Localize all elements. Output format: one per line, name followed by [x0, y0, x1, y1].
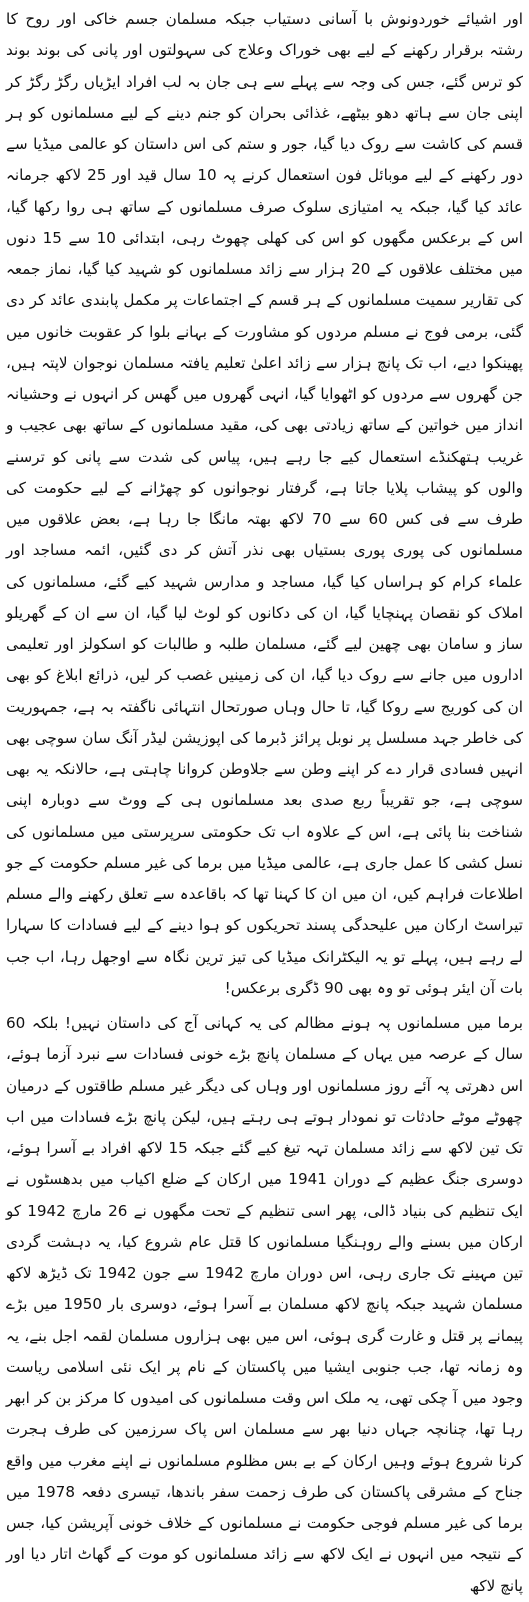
article-paragraph-2: برما میں مسلمانوں پہ ہونے مظالم کی یہ کہانی آج کی داستان نہیں! بلکہ 60 سال کے عرصہ میں یہاں کے مسلمان پانچ بڑے خونی فسادات سے نبرد آزما ہوئے، اس دھرتی پہ آئے روز مسلمانوں اور وہاں کی دیگر غیر مسلم طاقتوں کے درمیان چھوٹے موٹے حادثات تو نمودار ہوتے ہی رہتے ہیں، لیکن پانچ بڑے فسادات میں اب تک تین لاکھ سے زائد مسلمان تہہ تیغ کیے گئے جبکہ 15 لاکھ افراد بے آسرا ہوئے، دوسری جنگ عظیم کے دوران 1941 میں ارکان کے ضلع اکیاب میں بدھسٹوں نے ایک تنظیم کی بنیاد ڈالی، پھر اسی تنظیم کے تحت مگھوں نے 26 مارچ 1942 کو ارکان میں بسنے والے روہنگیا مسلمانوں کا قتل عام شروع کیا، یہ دہشت گردی تین مہینے تک جاری رہی، اس دوران مارچ 1942 سے جون 1942 تک ڈیڑھ لاکھ مسلمان شہید جبکہ پانچ لاکھ مسلمان بے آسرا ہوئے، دوسری بار 1950 میں بڑے پیمانے پر قتل و غارت گری ہوئی، اس میں بھی ہزاروں مسلمان لقمہ اجل بنے، یہ وہ زمانہ تھا، جب جنوبی ایشیا میں پاکستان کے نام پر ایک نئی اسلامی ریاست وجود میں آ چکی تھی، یہ ملک اس وقت مسلمانوں کی امیدوں کا مرکز بن کر ابھر رہا تھا، چنانچہ جہاں دنیا بھر سے مسلمان اس پاک سرزمین کی طرف ہجرت کرنا شروع ہوئے وہیں ارکان کے بے بس مظلوم مسلمانوں نے اپنے مغرب میں واقع جناح کے مشرقی پاکستان کی طرف زحمت سفر باندھا، تیسری دفعہ 1978 میں برما کی غیر مسلم فوجی حکومت نے مسلمانوں کے خلاف خونی آپریشن کیا، جس کے نتیجہ میں انہوں نے ایک لاکھ سے زائد مسلمانوں کو موت کے گھاٹ اتار دیا اور پانچ لاکھ	[6, 1014, 524, 1595]
article-paragraph-1: اور اشیائے خوردونوش با آسانی دستیاب جبکہ مسلمان جسم خاکی اور روح کا رشتہ برقرار رکھنے کے لیے بھی خوراک وعلاج کی سہولتوں اور پانی کی بوند بوند کو ترس گئے، جس کی وجہ سے پہلے سے ہی جان بہ لب افراد ایڑیاں رگڑ رگڑ کر اپنی جان سے ہاتھ دھو بیٹھے، غذائی بحران کو جنم دینے کے لیے مسلمانوں کو ہر قسم کی کاشت سے روک دیا گیا، جور و ستم کی اس داستان کو عالمی میڈیا سے دور رکھنے کے لیے موبائل فون استعمال کرنے پہ 10 سال قید اور 25 لاکھ جرمانہ عائد کیا گیا، جبکہ یہ امتیازی سلوک صرف مسلمانوں کے ساتھ ہی روا رکھا گیا، اس کے برعکس مگھوں کو اس کی کھلی چھوٹ رہی، ابتدائی 10 سے 15 دنوں میں مختلف علاقوں کے 20 ہزار سے زائد مسلمانوں کو شہید کیا گیا، نماز جمعہ کی تقاریر سمیت مسلمانوں کے ہر قسم کے اجتماعات پر مکمل پابندی عائد کر دی گئی، برمی فوج نے مسلم مردوں کو مشاورت کے بہانے بلوا کر عقوبت خانوں میں پھینکوا دیے، اب تک پانچ ہزار سے زائد اعلیٰ تعلیم یافتہ مسلمان نوجوان لاپتہ ہیں، جن گھروں سے مردوں کو اٹھوایا گیا، انہی گھروں میں گھس کر انہوں نے وحشیانہ انداز میں خواتین کے ساتھ زیادتی بھی کی، مقید مسلمانوں کے ساتھ بھی عجیب و غریب ہتھکنڈے استعمال کیے جا رہے ہیں، پیاس کی شدت سے پانی کو ترسنے والوں کو پیشاب پلایا جاتا ہے، گرفتار نوجوانوں کو چھڑانے کے لیے حکومت کی طرف سے فی کس 60 سے 70 لاکھ بھتہ مانگا جا رہا ہے، بعض علاقوں میں مسلمانوں کی پوری پوری بستیاں بھی نذر آتش کر دی گئیں، ائمہ مساجد اور علماء کرام کو ہراساں کیا گیا، مساجد و مدارس شہید کیے گئے، مسلمانوں کی املاک کو نقصان پہنچایا گیا، ان کی دکانوں کو لوٹ لیا گیا، ان سے ان کے گھریلو ساز و سامان بھی چھین لیے گئے، مسلمان طلبہ و طالبات کو اسکولز اور تعلیمی اداروں میں جانے سے روک دیا گیا، ان کی زمینیں غصب کر لیں، ذرائع ابلاغ کو بھی ان کی کوریج سے روکا گیا، تا حال وہاں صورتحال انتہائی ناگفتہ بہ ہے، جمہوریت کی خاطر جہد مسلسل پر نوبل پرائز ڈبرما کی اپوزیشن لیڈر آنگ سان سوچی بھی انہیں فسادی قرار دے کر اپنے وطن سے جلاوطن کروانا چاہتی ہے، حالانکہ یہ بھی سوچی ہے، جو تقریباً ربع صدی بعد مسلمانوں ہی کے ووٹ سے دوبارہ اپنی شناخت بنا پائی ہے، اس کے علاوہ اب تک حکومتی سرپرستی میں مسلمانوں کی نسل کشی کا عمل جاری ہے، عالمی میڈیا میں برما کی غیر مسلم حکومت کے جو اطلاعات فراہم کیں، ان میں ان کا کہنا تھا کہ باقاعدہ سے تعلق رکھنے والے مسلم تیراسٹ ارکان میں علیحدگی پسند تحریکوں کو ہوا دینے کے لیے فسادات کا سہارا لے رہے ہیں، پہلے تو یہ الیکٹرانک میڈیا کی تیز ترین نگاہ سے اوجھل رہا، اب جب بات آن ایئر ہوئی تو وہ بھی 90 ڈگری برعکس!	[6, 10, 524, 997]
